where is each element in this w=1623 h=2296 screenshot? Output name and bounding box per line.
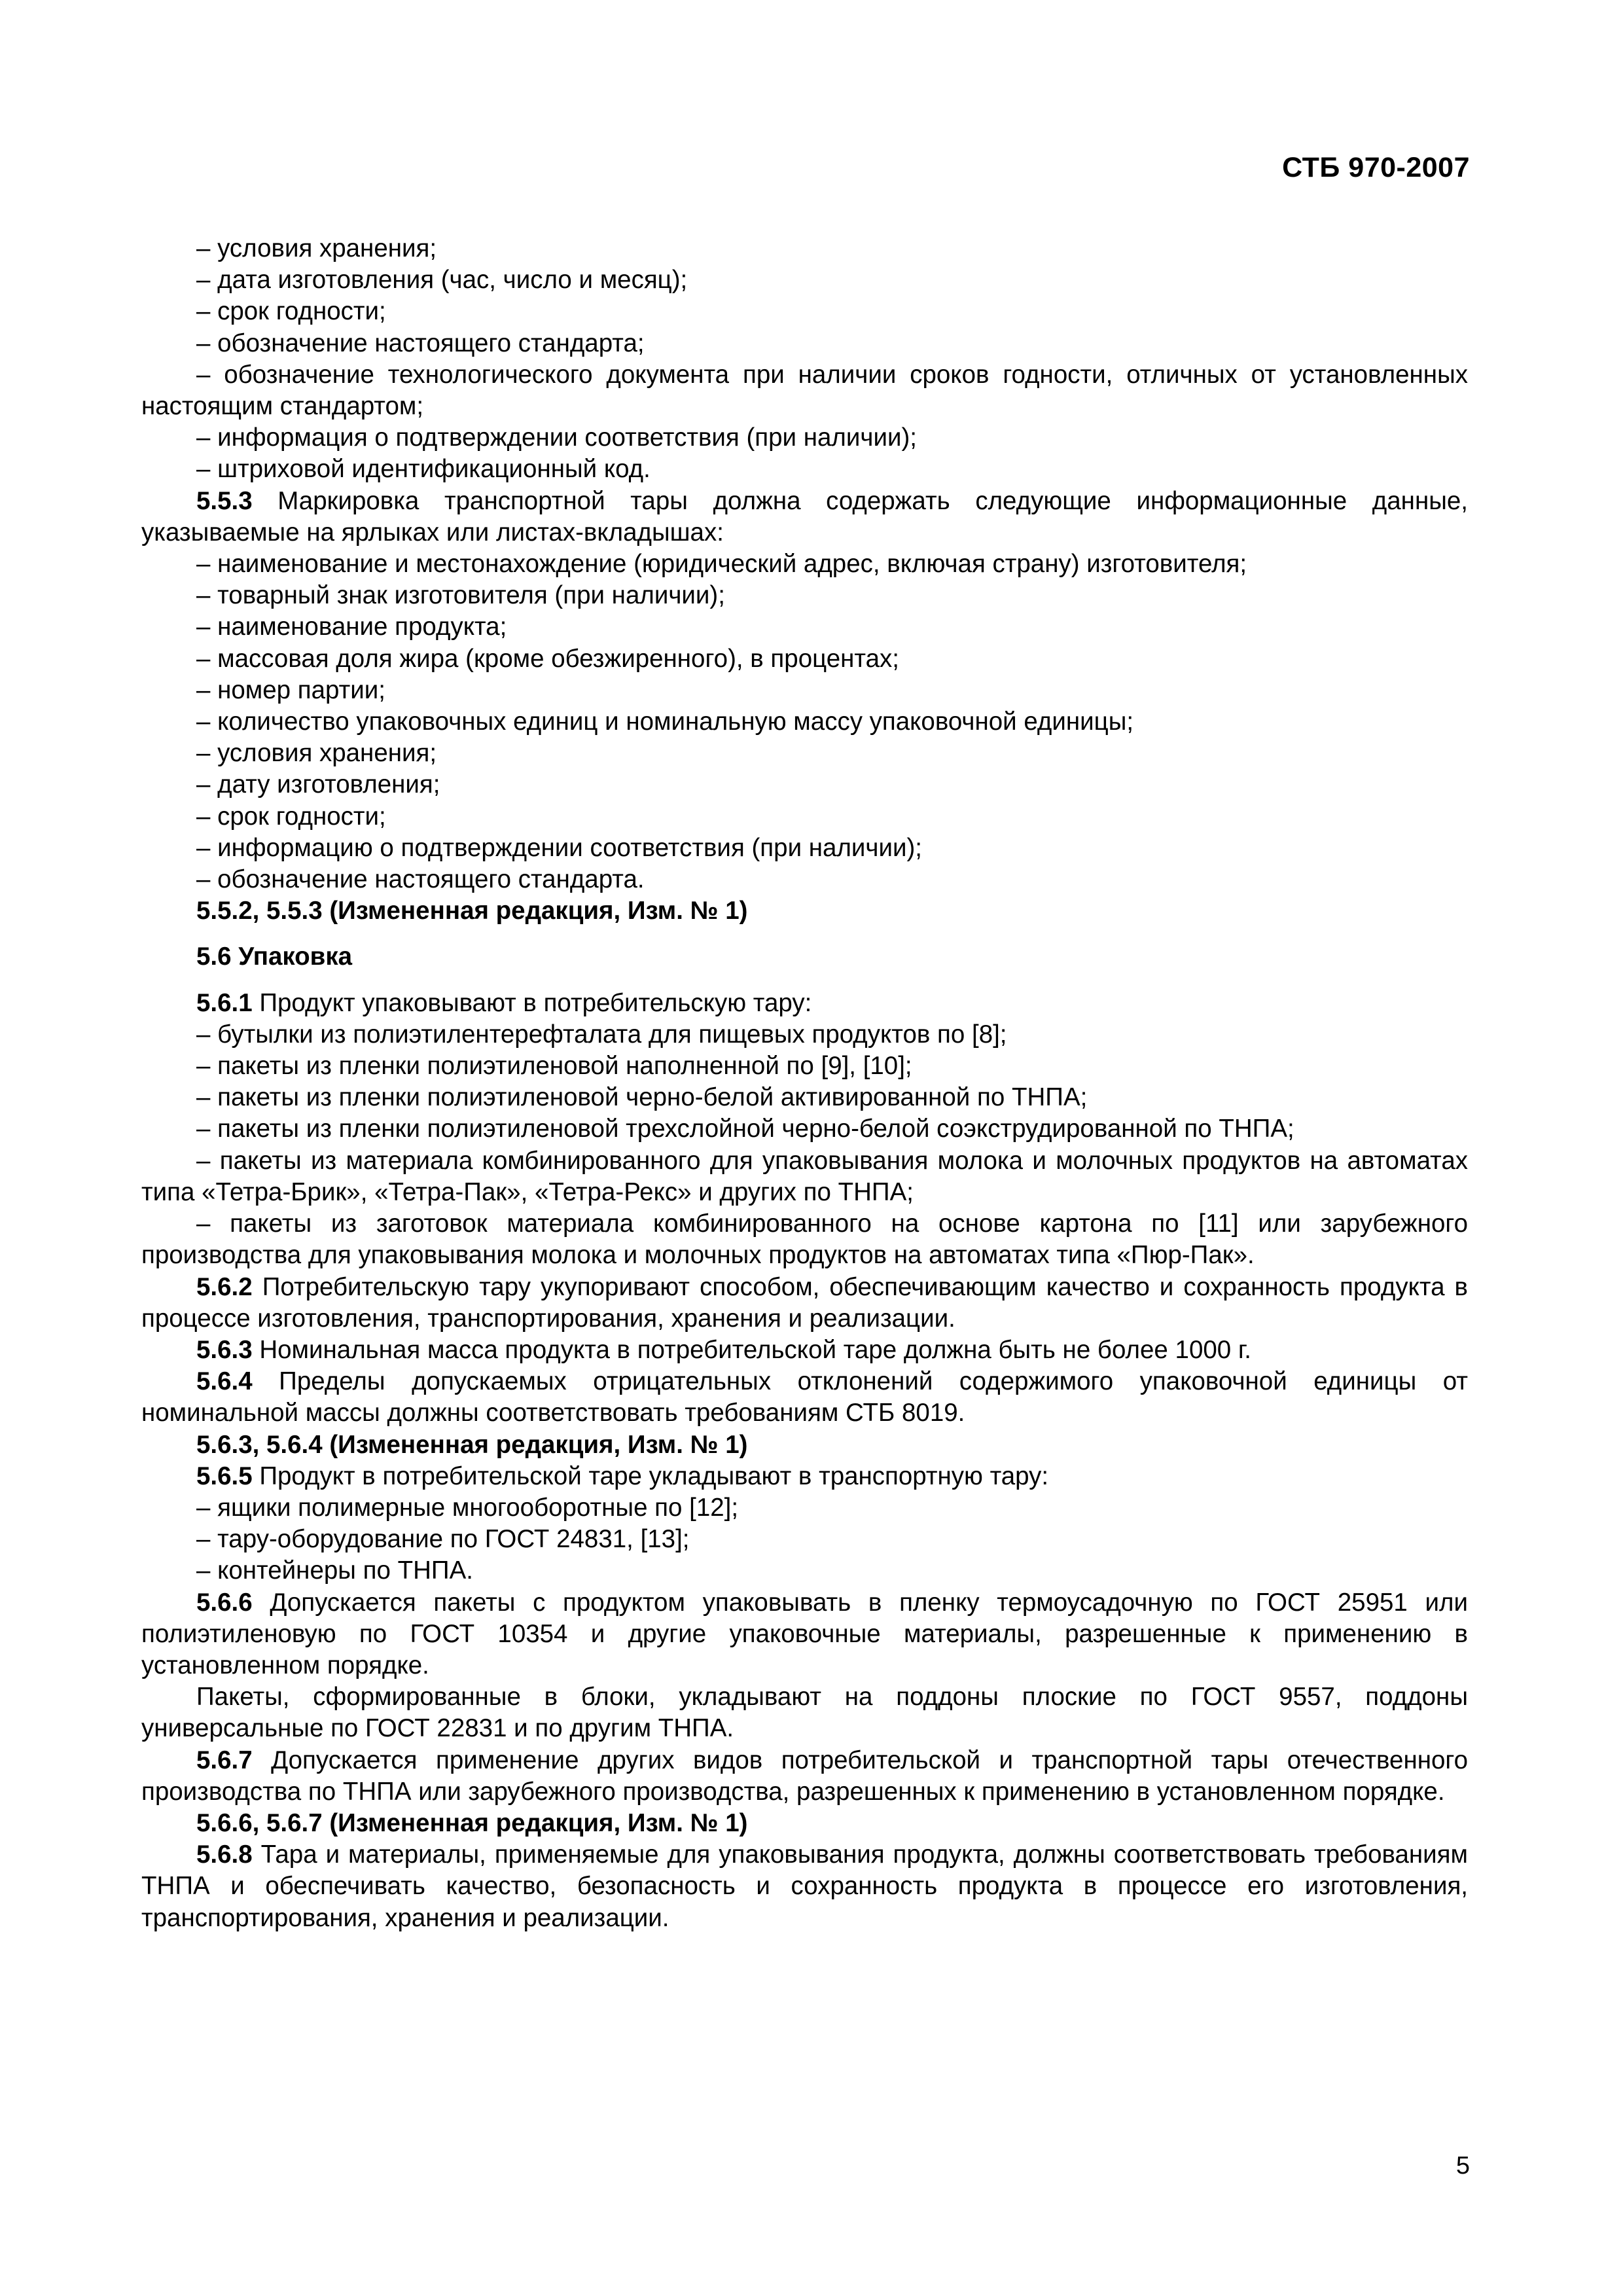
paragraph-text: Допускается применение других видов потребительской и транспортной тары отечественного производства по ТНПА или зарубежного производства, разрешенных к применению в установленном порядке. (141, 1746, 1468, 1806)
paragraph (141, 359, 1468, 422)
paragraph-text: – дата изготовления (час, число и месяц); (196, 266, 688, 295)
numbered-paragraph (141, 1461, 1468, 1492)
paragraph-text: – наименование продукта; (196, 613, 507, 641)
paragraph (141, 864, 1468, 895)
paragraph-text: – пакеты из заготовок материала комбинированного на основе картона по [11] или зарубежного производства для упаковывания молока и молочных продуктов на автоматах типа «Пюр-Пак». (141, 1210, 1468, 1270)
numbered-paragraph (141, 486, 1468, 548)
paragraph-text: – тару-оборудование по ГОСТ 24831, [13]; (196, 1525, 690, 1554)
paragraph (141, 1050, 1468, 1082)
document-code: СТБ 970-2007 (1282, 152, 1470, 183)
document-body (141, 233, 1468, 1934)
numbered-paragraph (141, 1587, 1468, 1682)
clause-number: 5.6.3 (196, 1335, 253, 1364)
clause-number: 5.6.6 (196, 1588, 253, 1617)
paragraph-text: – информация о подтверждении соответствия (при наличии); (196, 423, 917, 452)
numbered-paragraph (141, 1366, 1468, 1429)
paragraph-text: Пакеты, сформированные в блоки, укладывают на поддоны плоские по ГОСТ 9557, поддоны универсальные по ГОСТ 22831 и по другим ТНПА. (141, 1683, 1468, 1743)
paragraph-text: – количество упаковочных единиц и номинальную массу упаковочной единицы; (196, 708, 1134, 736)
paragraph (141, 1019, 1468, 1050)
paragraph (141, 422, 1468, 454)
paragraph-text: – номер партии; (196, 675, 385, 704)
paragraph-text: – пакеты из пленки полиэтиленовой наполненной по [9], [10]; (196, 1052, 912, 1081)
paragraph (141, 1492, 1468, 1524)
numbered-paragraph (141, 1839, 1468, 1934)
paragraph (141, 328, 1468, 359)
paragraph (141, 454, 1468, 485)
page-number: 5 (1455, 2152, 1470, 2179)
paragraph-text: Пределы допускаемых отрицательных отклонений содержимого упаковочной единицы от номинальной массы должны соответствовать требованиям СТБ 8019. (141, 1367, 1468, 1427)
numbered-paragraph (141, 988, 1468, 1019)
paragraph (141, 1145, 1468, 1208)
clause-number: 5.6.2 (196, 1272, 253, 1301)
paragraph-text: – наименование и местонахождение (юридический адрес, включая страну) изготовителя; (196, 550, 1247, 579)
paragraph-text: – пакеты из пленки полиэтиленовой трехслойной черно-белой соэкструдированной по ТНПА; (196, 1115, 1294, 1143)
clause-number: 5.6 Упаковка (196, 942, 352, 971)
paragraph-text: – обозначение настоящего стандарта; (196, 329, 645, 357)
paragraph (141, 833, 1468, 864)
paragraph (141, 1524, 1468, 1555)
paragraph (141, 1681, 1468, 1744)
numbered-paragraph (141, 1335, 1468, 1366)
paragraph-text: Продукт в потребительской таре укладывают в транспортную тару: (252, 1462, 1049, 1490)
paragraph-text: – обозначение настоящего стандарта. (196, 865, 645, 894)
paragraph-text: – условия хранения; (196, 234, 437, 262)
paragraph (141, 738, 1468, 769)
numbered-paragraph (141, 1272, 1468, 1335)
clause-number: 5.5.3 (196, 486, 253, 515)
clause-number: 5.6.3, 5.6.4 (Измененная редакция, Изм. № 1) (196, 1430, 748, 1459)
paragraph (141, 580, 1468, 611)
paragraph-text: – массовая доля жира (кроме обезжиренного), в процентах; (196, 644, 899, 673)
numbered-paragraph (141, 1429, 1468, 1461)
numbered-paragraph (141, 895, 1468, 927)
clause-number: 5.6.6, 5.6.7 (Измененная редакция, Изм. № 1) (196, 1808, 748, 1837)
paragraph (141, 769, 1468, 800)
paragraph-text: Номинальная масса продукта в потребительской таре должна быть не более 1000 г. (252, 1335, 1251, 1364)
paragraph (141, 1208, 1468, 1271)
paragraph-text: Потребительскую тару укупоривают способом, обеспечивающим качество и сохранность продукта в процессе изготовления, транспортирования, хранения и реализации. (141, 1272, 1468, 1333)
clause-number: 5.6.8 (196, 1840, 253, 1869)
paragraph (141, 801, 1468, 833)
paragraph (141, 264, 1468, 296)
paragraph-text: – штриховой идентификационный код. (196, 455, 651, 484)
clause-number: 5.6.7 (196, 1746, 253, 1774)
paragraph-text: – обозначение технологического документа при наличии сроков годности, отличных от установленных настоящим стандартом; (141, 360, 1468, 421)
paragraph-text: – пакеты из пленки полиэтиленовой черно-белой активированной по ТНПА; (196, 1083, 1088, 1112)
paragraph-text: – бутылки из полиэтилентерефталата для пищевых продуктов по [8]; (196, 1020, 1007, 1049)
paragraph (141, 296, 1468, 327)
paragraph-text: Продукт упаковывают в потребительскую тару: (252, 988, 812, 1017)
paragraph-text: – срок годности; (196, 802, 386, 831)
paragraph-text: Маркировка транспортной тары должна содержать следующие информационные данные, указываемые на ярлыках или листах-вкладышах: (141, 486, 1468, 547)
paragraph (141, 548, 1468, 580)
paragraph-text: – пакеты из материала комбинированного для упаковывания молока и молочных продуктов на автоматах типа «Тетра-Брик», «Тетра-Пак», «Тетра-Рекс» и других по ТНПА; (141, 1146, 1468, 1206)
paragraph (141, 675, 1468, 706)
paragraph-text: – дату изготовления; (196, 770, 440, 799)
paragraph (141, 233, 1468, 264)
paragraph-text: – информацию о подтверждении соответствия (при наличии); (196, 833, 922, 862)
clause-number: 5.6.5 (196, 1462, 253, 1490)
paragraph-text: – контейнеры по ТНПА. (196, 1556, 473, 1585)
paragraph-text: – условия хранения; (196, 739, 437, 768)
paragraph-text: Допускается пакеты с продуктом упаковывать в пленку термоусадочную по ГОСТ 25951 или полиэтиленовую по ГОСТ 10354 и другие упаковочные материалы, разрешенные к применению в установленном порядке. (141, 1588, 1468, 1679)
paragraph-text: – ящики полимерные многооборотные по [12]; (196, 1493, 739, 1522)
clause-number: 5.6.1 (196, 988, 253, 1017)
paragraph (141, 611, 1468, 643)
paragraph-text: Тара и материалы, применяемые для упаковывания продукта, должны соответствовать требованиям ТНПА и обеспечивать качество, безопасность и сохранность продукта в процессе его изготовления, транспортирования, хранения и реализации. (141, 1840, 1468, 1932)
clause-number: 5.6.4 (196, 1367, 253, 1396)
paragraph-text: – товарный знак изготовителя (при наличии); (196, 581, 725, 610)
numbered-paragraph (141, 941, 1468, 973)
paragraph (141, 1113, 1468, 1145)
paragraph (141, 643, 1468, 675)
numbered-paragraph (141, 1745, 1468, 1808)
clause-number: 5.5.2, 5.5.3 (Измененная редакция, Изм. № 1) (196, 897, 748, 925)
numbered-paragraph (141, 1808, 1468, 1839)
paragraph (141, 1555, 1468, 1587)
paragraph (141, 706, 1468, 738)
paragraph (141, 1082, 1468, 1113)
paragraph-text: – срок годности; (196, 297, 386, 326)
